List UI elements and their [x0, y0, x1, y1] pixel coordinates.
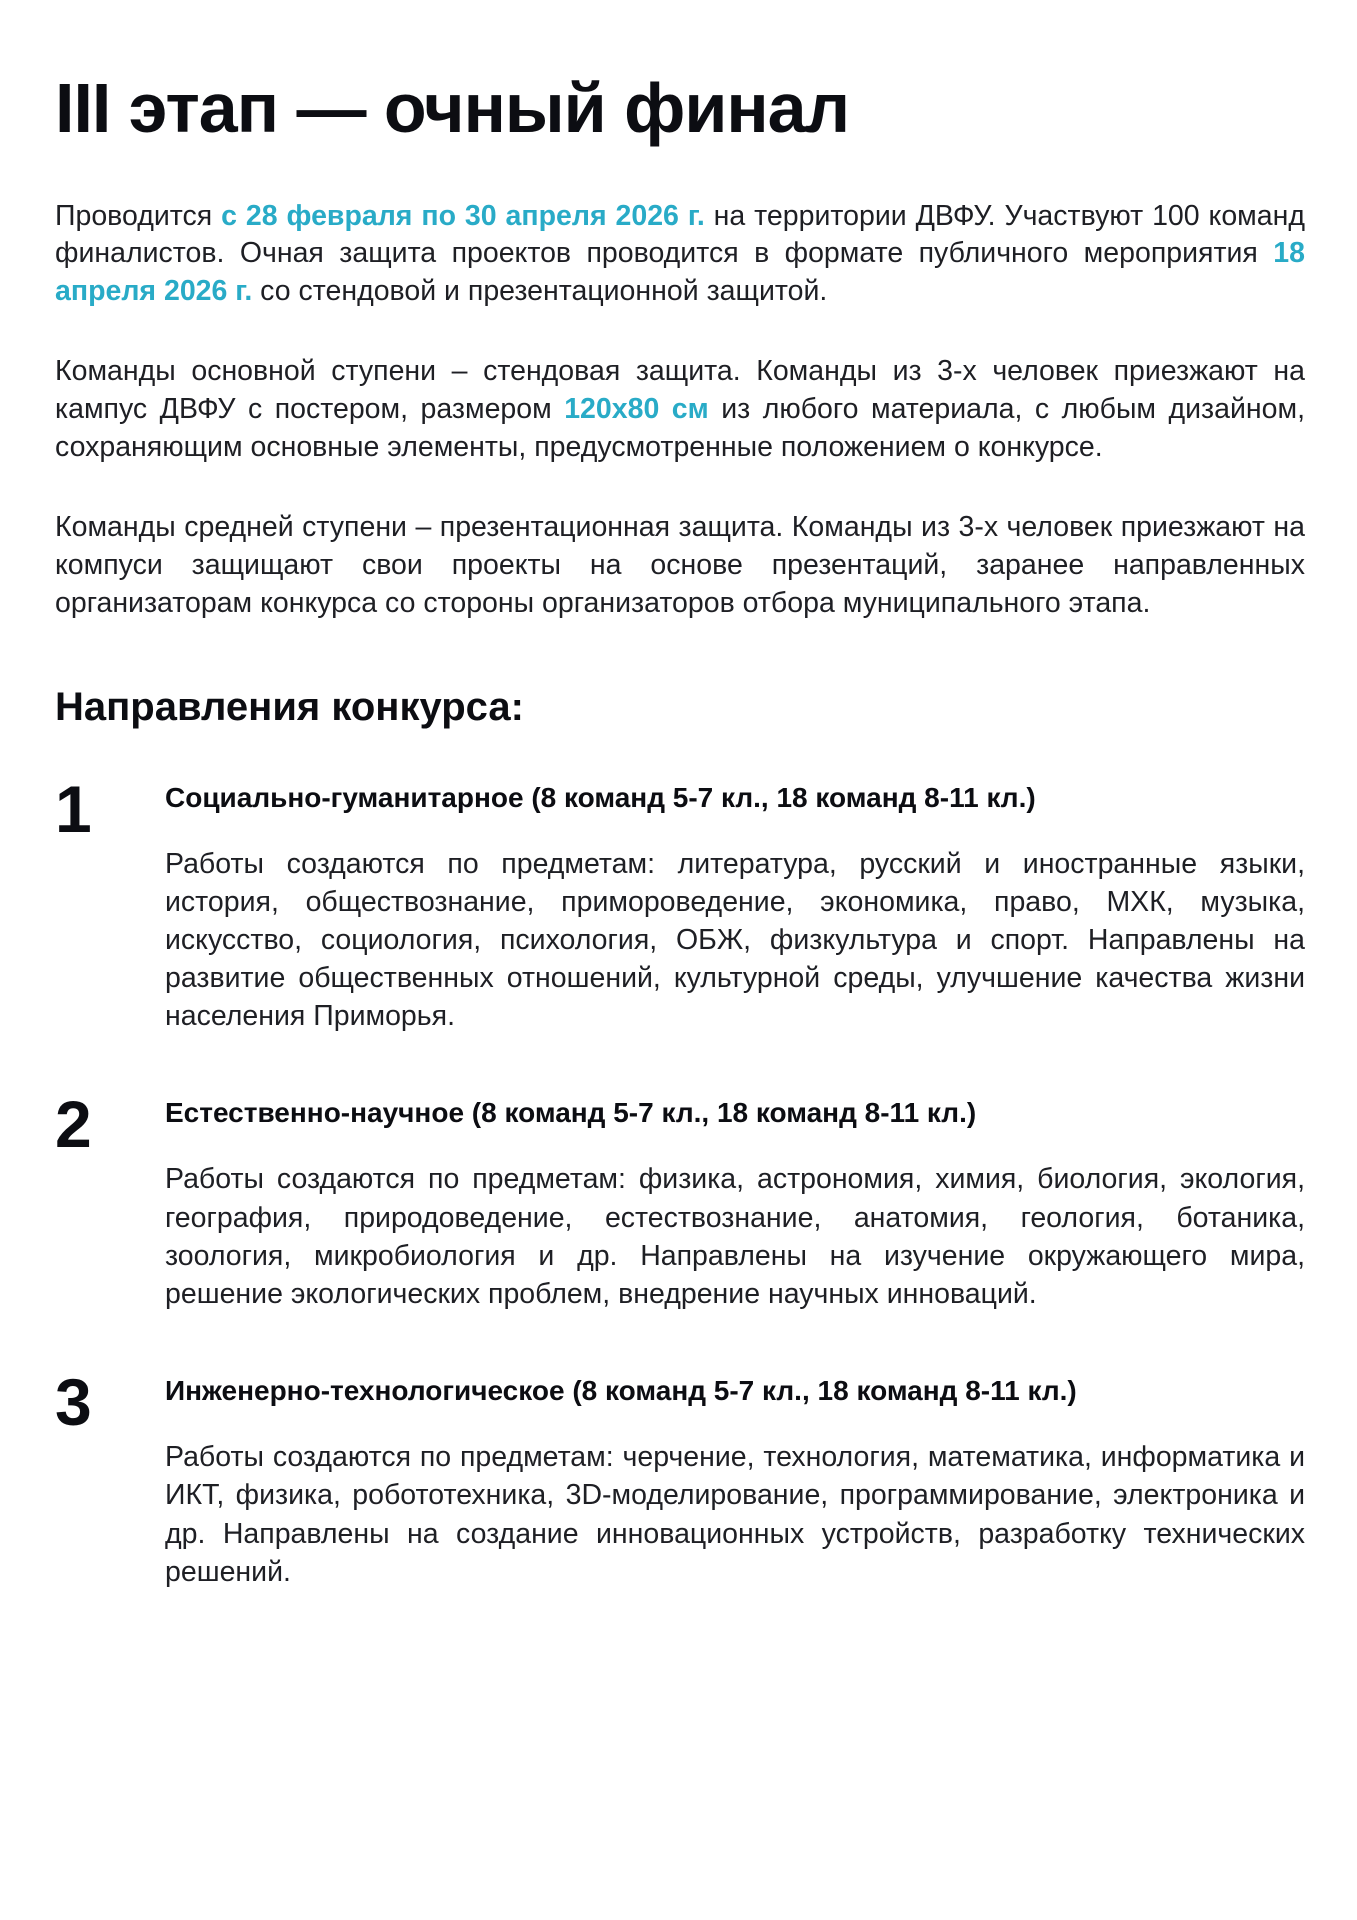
direction-body: Работы создаются по предметам: физика, астрономия, химия, биология, экология, география, природоведение, естествознание, анатомия, геология, ботаника, зоология, микробиология и др. Направлены на изучение окружающего мира, решение экологических проблем, внедрение научных инноваций. — [165, 1163, 1305, 1311]
intro-paragraph-3 — [55, 509, 1305, 623]
intro-paragraph-2 — [55, 353, 1305, 467]
direction-item — [55, 1365, 1305, 1591]
direction-number: 2 — [55, 1087, 92, 1162]
direction-number: 1 — [55, 771, 92, 846]
text-segment: Команды основной ступени – стендовая защита. Команды из 3-х человек приезжают на кампус ДВФУ с постером, размером — [55, 355, 1305, 426]
highlighted-date-text: 120x80 см — [564, 393, 709, 426]
text-segment: Команды средней ступени – презентационная защита. Команды из 3-х человек приезжают на компуси защищают свои проекты на основе презентаций, заранее направленных организаторам конкурса со стороны организаторов отбора муниципального этапа. — [55, 510, 1305, 619]
direction-body: Работы создаются по предметам: литература, русский и иностранные языки, история, обществознание, примороведение, экономика, право, МХК, музыка, искусство, социология, психология, ОБЖ, физкультура и спорт. Направлены на развитие общественных отношений, культурной среды, улучшение качества жизни населения Приморья. — [165, 847, 1305, 1033]
direction-content — [165, 1091, 1305, 1313]
direction-title: Социально-гуманитарное (8 команд 5-7 кл., 18 команд 8-11 кл.) — [165, 781, 1036, 813]
directions-heading: Направления конкурса: — [55, 684, 524, 729]
text-segment: со стендовой и презентационной защитой. — [252, 275, 828, 308]
direction-item — [55, 1087, 1305, 1313]
direction-number: 3 — [55, 1365, 92, 1440]
highlighted-date-text: с 28 февраля по 30 апреля 2026 г. — [221, 199, 705, 232]
text-segment: Проводится — [55, 199, 222, 232]
page-title: III этап — очный финал — [55, 69, 850, 147]
highlighted-date-text: 18 апреля 2026 г. — [55, 237, 1305, 308]
text-segment: из любого материала, с любым дизайном, сохраняющим основные элементы, предусмотренные положением о конкурсе. — [55, 393, 1305, 463]
intro-paragraph-1 — [55, 198, 1305, 312]
direction-item — [55, 771, 1305, 1036]
text-segment: на территории ДВФУ. Участвуют 100 команд финалистов. Очная защита проектов проводится в формате публичного мероприятия — [55, 199, 1305, 270]
direction-content — [165, 776, 1305, 1036]
direction-body: Работы создаются по предметам: черчение, технология, математика, информатика и ИКТ, физика, робототехника, 3D-моделирование, программирование, электроника и др. Направлены на создание инновационных устройств, разработку технических решений. — [165, 1441, 1305, 1588]
direction-title: Естественно-научное (8 команд 5-7 кл., 18 команд 8-11 кл.) — [165, 1097, 977, 1129]
direction-content — [165, 1369, 1305, 1591]
direction-title: Инженерно-технологическое (8 команд 5-7 кл., 18 команд 8-11 кл.) — [165, 1375, 1077, 1407]
